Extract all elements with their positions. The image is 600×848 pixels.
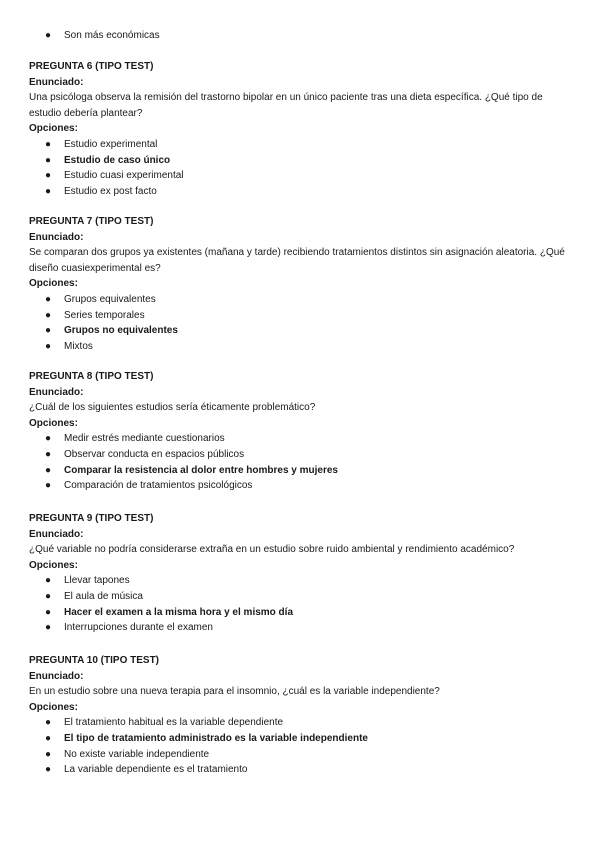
question-9 xyxy=(29,511,574,636)
bullet-icon: ● xyxy=(45,185,52,197)
option-text: Interrupciones durante el examen xyxy=(64,622,213,634)
option-text: No existe variable independiente xyxy=(64,748,210,760)
option-text: Hacer el examen a la misma hora y el mismo día xyxy=(64,606,294,618)
opciones-label: Opciones: xyxy=(29,417,78,429)
question-title: PREGUNTA 9 (TIPO TEST) xyxy=(29,513,154,524)
bullet-icon: ● xyxy=(45,575,52,587)
bullet-icon: ● xyxy=(45,590,52,602)
option-text: Medir estrés mediante cuestionarios xyxy=(64,433,225,445)
previous-question-tail xyxy=(29,28,574,44)
option-item xyxy=(29,308,574,324)
option-item xyxy=(29,715,574,731)
question-7 xyxy=(29,214,574,354)
option-item xyxy=(29,137,574,153)
option-item xyxy=(29,447,574,463)
options-list xyxy=(29,431,574,493)
bullet-icon: ● xyxy=(45,606,52,618)
question-text: Una psicóloga observa la remisión del trastorno bipolar en un único paciente tras una dieta específica. ¿Qué tipo de estudio debería plantear? xyxy=(29,92,543,119)
option-item xyxy=(29,28,574,44)
opciones-label: Opciones: xyxy=(29,701,78,713)
option-text: Observar conducta en espacios públicos xyxy=(64,448,245,460)
options-list xyxy=(29,292,574,354)
question-10 xyxy=(29,653,574,778)
option-item xyxy=(29,747,574,763)
option-text: Son más económicas xyxy=(64,30,160,41)
option-item-correct xyxy=(29,153,574,169)
enunciado-label: Enunciado: xyxy=(29,386,84,398)
option-item xyxy=(29,478,574,494)
bullet-icon: ● xyxy=(45,309,52,321)
option-item xyxy=(29,168,574,184)
option-item xyxy=(29,339,574,355)
opciones-label: Opciones: xyxy=(29,278,78,290)
opciones-label: Opciones: xyxy=(29,123,78,135)
option-text: Llevar tapones xyxy=(64,575,130,587)
bullet-icon: ● xyxy=(45,170,52,182)
option-item xyxy=(29,431,574,447)
option-text: Mixtos xyxy=(64,340,93,352)
question-text: En un estudio sobre una nueva terapia para el insomnio, ¿cuál es la variable independiente? xyxy=(29,686,440,698)
option-text: Grupos equivalentes xyxy=(64,293,156,305)
option-text: Comparación de tratamientos psicológicos xyxy=(64,480,253,492)
bullet-icon: ● xyxy=(45,30,52,41)
question-title: PREGUNTA 10 (TIPO TEST) xyxy=(29,655,160,666)
question-6 xyxy=(29,59,574,199)
question-text: ¿Cuál de los siguientes estudios sería éticamente problemático? xyxy=(29,402,316,414)
options-list xyxy=(29,715,574,777)
option-text: Estudio de caso único xyxy=(64,154,171,166)
enunciado-label: Enunciado: xyxy=(29,76,84,88)
bullet-icon: ● xyxy=(45,154,52,166)
option-text: Series temporales xyxy=(64,309,145,321)
question-title: PREGUNTA 7 (TIPO TEST) xyxy=(29,216,154,227)
option-text: Comparar la resistencia al dolor entre hombres y mujeres xyxy=(64,464,338,476)
enunciado-label: Enunciado: xyxy=(29,231,84,243)
option-text: Estudio ex post facto xyxy=(64,185,157,197)
option-text: El aula de música xyxy=(64,590,143,602)
option-text: Estudio cuasi experimental xyxy=(64,170,184,182)
enunciado-label: Enunciado: xyxy=(29,528,84,540)
option-text: Estudio experimental xyxy=(64,138,158,150)
options-list xyxy=(29,137,574,199)
bullet-icon: ● xyxy=(45,464,52,476)
option-item xyxy=(29,762,574,778)
option-item xyxy=(29,589,574,605)
option-item xyxy=(29,573,574,589)
option-item xyxy=(29,292,574,308)
bullet-icon: ● xyxy=(45,622,52,634)
option-item-correct xyxy=(29,731,574,747)
enunciado-label: Enunciado: xyxy=(29,670,84,682)
bullet-icon: ● xyxy=(45,433,52,445)
option-text: Grupos no equivalentes xyxy=(64,325,178,337)
bullet-icon: ● xyxy=(45,138,52,150)
options-list xyxy=(29,573,574,635)
option-item xyxy=(29,184,574,200)
bullet-icon: ● xyxy=(45,732,52,744)
question-text: ¿Qué variable no podría considerarse extraña en un estudio sobre ruido ambiental y rendimiento académico? xyxy=(29,544,515,556)
option-item xyxy=(29,620,574,636)
option-item-correct xyxy=(29,323,574,339)
bullet-icon: ● xyxy=(45,293,52,305)
option-text: La variable dependiente es el tratamiento xyxy=(64,764,248,776)
bullet-icon: ● xyxy=(45,764,52,776)
bullet-icon: ● xyxy=(45,325,52,337)
question-text: Se comparan dos grupos ya existentes (mañana y tarde) recibiendo tratamientos distintos sin asignación aleatoria. ¿Qué diseño cuasiexperimental es? xyxy=(29,247,565,274)
bullet-icon: ● xyxy=(45,717,52,729)
bullet-icon: ● xyxy=(45,748,52,760)
option-text: El tratamiento habitual es la variable dependiente xyxy=(64,717,284,729)
question-title: PREGUNTA 6 (TIPO TEST) xyxy=(29,61,154,72)
option-item-correct xyxy=(29,605,574,621)
opciones-label: Opciones: xyxy=(29,559,78,571)
option-item-correct xyxy=(29,463,574,479)
bullet-icon: ● xyxy=(45,448,52,460)
question-8 xyxy=(29,369,574,494)
option-text: El tipo de tratamiento administrado es la variable independiente xyxy=(64,732,368,744)
bullet-icon: ● xyxy=(45,480,52,492)
question-title: PREGUNTA 8 (TIPO TEST) xyxy=(29,371,154,382)
bullet-icon: ● xyxy=(45,340,52,352)
options-list xyxy=(29,28,574,44)
